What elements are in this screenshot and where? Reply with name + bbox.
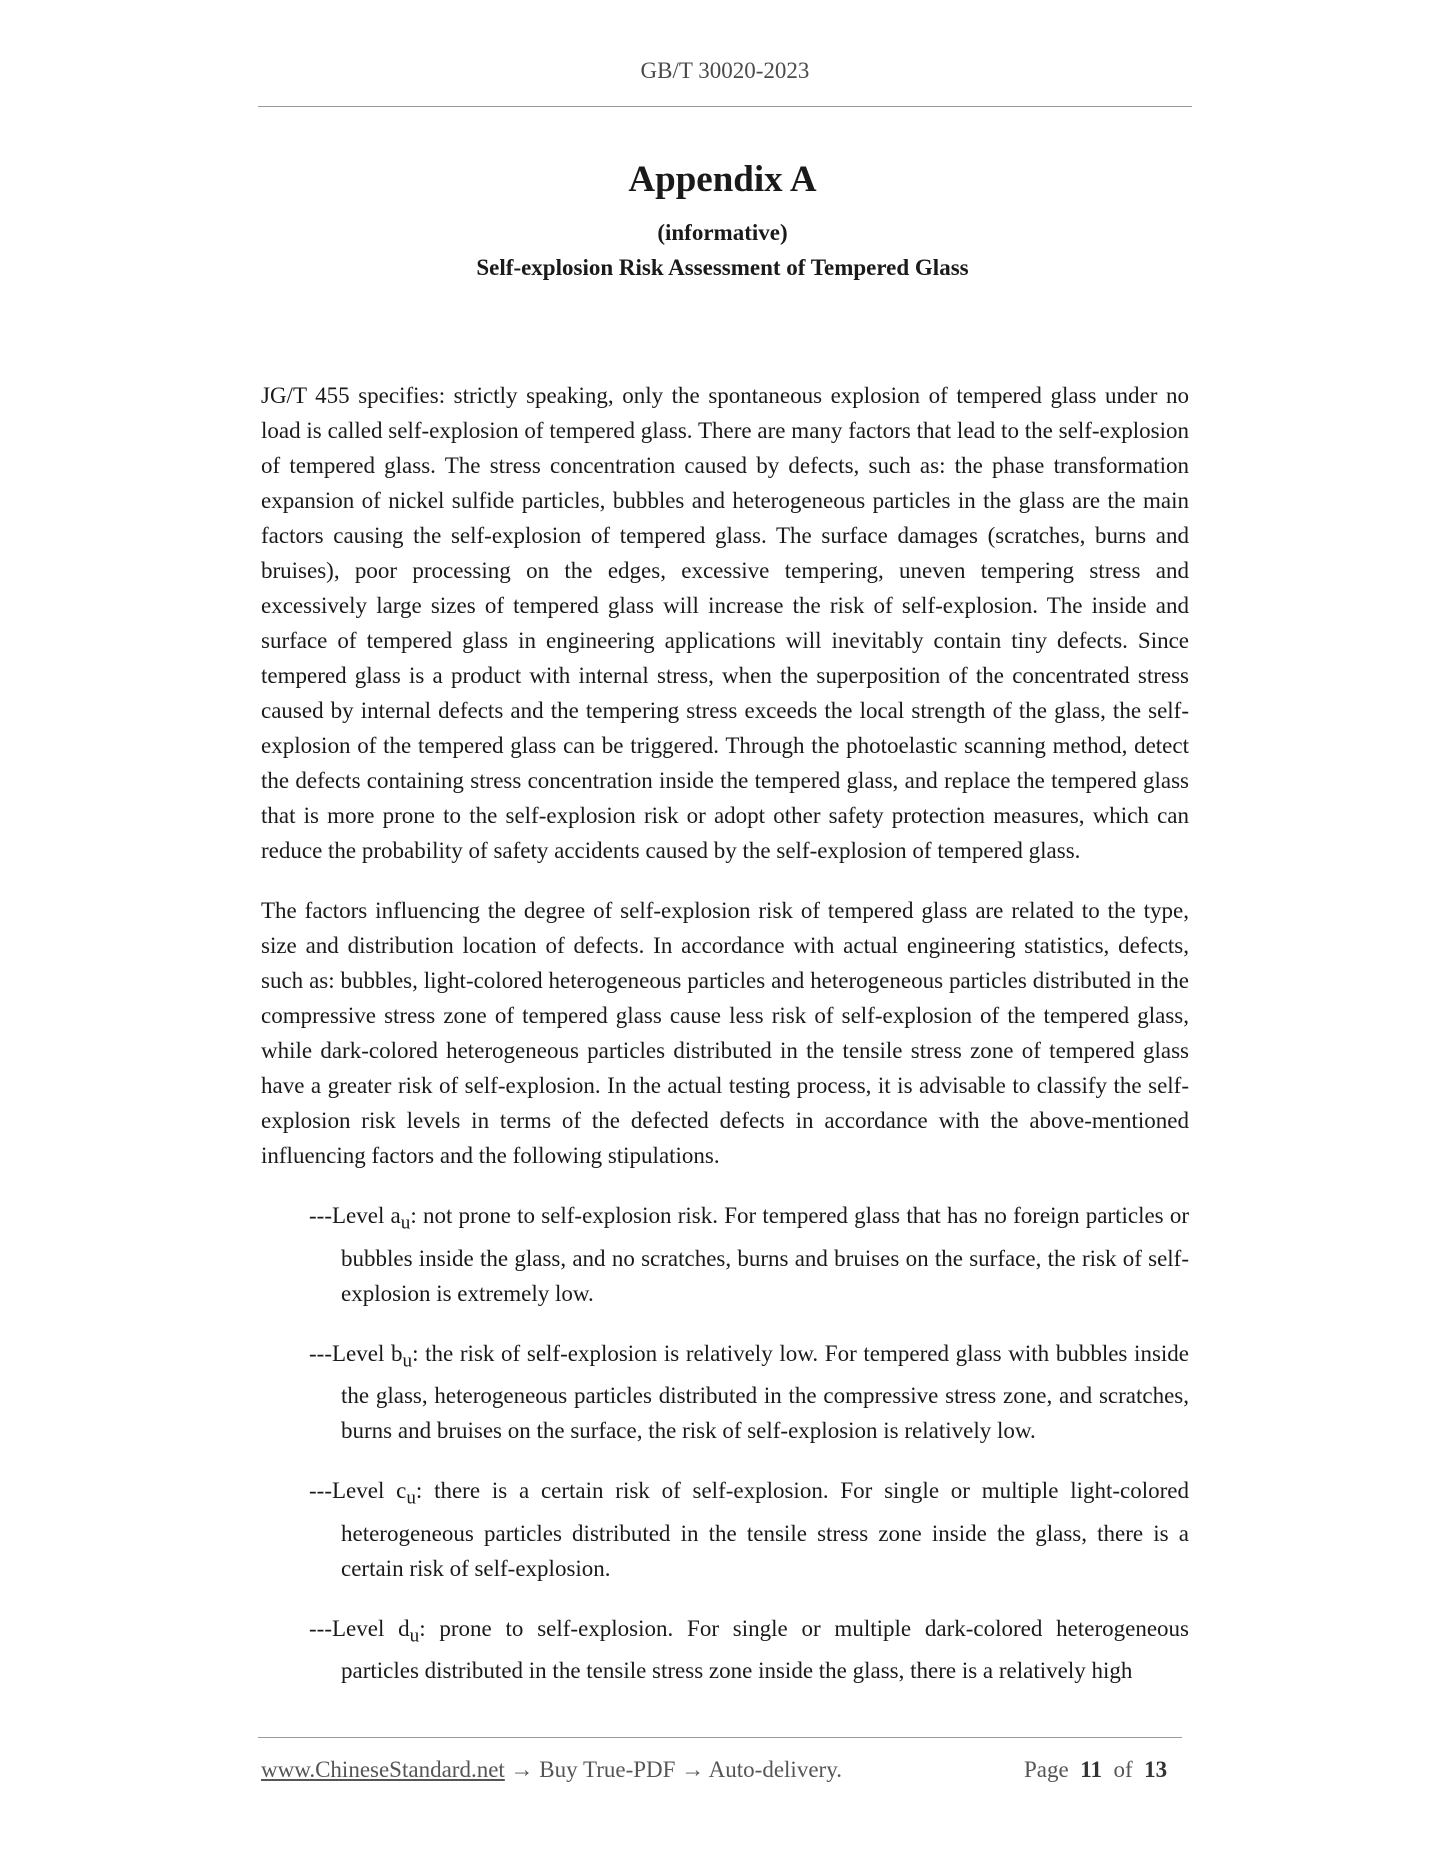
appendix-title: Appendix A (628, 159, 817, 200)
appendix-name: Self-explosion Risk Assessment of Tempered Glass (476, 255, 969, 280)
level-c-text: : there is a certain risk of self-explosion. For single or multiple light-colored heterogeneous particles distributed in the tensile stress zone inside the glass, there is a certain risk of self-explosion. (341, 1478, 1189, 1581)
arrow-right-icon: → (681, 1757, 705, 1782)
level-c-prefix: ---Level c (309, 1478, 407, 1504)
page-indicator (1024, 1757, 1167, 1783)
level-a-prefix: ---Level a (309, 1203, 401, 1228)
header-divider (258, 106, 1192, 107)
site-link[interactable]: www.ChineseStandard.net (261, 1757, 505, 1782)
of-label: of (1113, 1757, 1133, 1782)
level-a-item (261, 1198, 1189, 1311)
document-body (261, 378, 1189, 1713)
paragraph-2: The factors influencing the degree of self-explosion risk of tempered glass are related to the type, size and distribution location of defects. In accordance with actual engineering statistics, defects, such as: bubbles, light-colored heterogeneous particles and heterogeneous particles distributed in the compressive stress zone of tempered glass cause less risk of self-explosion of the tempered glass, while dark-colored heterogeneous particles distributed in the tensile stress zone of tempered glass have a greater risk of self-explosion. In the actual testing process, it is advisable to classify the self-explosion risk levels in terms of the defected defects in accordance with the above-mentioned influencing factors and the following stipulations. (261, 898, 1189, 1168)
level-a-subscript: u (400, 1212, 411, 1234)
arrow-right-icon: → (510, 1757, 534, 1782)
footer-links (261, 1757, 842, 1783)
page-label: Page (1024, 1757, 1069, 1782)
buy-pdf-text: Buy True-PDF (539, 1757, 676, 1782)
paragraph-1: JG/T 455 specifies: strictly speaking, only the spontaneous explosion of tempered glass under no load is called self-explosion of tempered glass. There are many factors that lead to the self-explosion of tempered glass. The stress concentration caused by defects, such as: the phase transformation expansion of nickel sulfide particles, bubbles and heterogeneous particles in the glass are the main factors causing the self-explosion of tempered glass. The surface damages (scratches, burns and bruises), poor processing on the edges, excessive tempering, uneven tempering stress and excessively large sizes of tempered glass will increase the risk of self-explosion. The inside and surface of tempered glass in engineering applications will inevitably contain tiny defects. Since tempered glass is a product with internal stress, when the superposition of the concentrated stress caused by internal defects and the tempering stress exceeds the local strength of the glass, the self-explosion of the tempered glass can be triggered. Through the photoelastic scanning method, detect the defects containing stress concentration inside the tempered glass, and replace the tempered glass that is more prone to the self-explosion risk or adopt other safety protection measures, which can reduce the probability of safety accidents caused by the self-explosion of tempered glass. (261, 383, 1189, 863)
level-c-subscript: u (406, 1487, 416, 1509)
level-d-text: : prone to self-explosion. For single or multiple dark-colored heterogeneous particles distributed in the tensile stress zone inside the glass, there is a relatively high (341, 1615, 1189, 1684)
level-d-subscript: u (409, 1625, 420, 1647)
level-b-text: : the risk of self-explosion is relatively low. For tempered glass with bubbles inside the glass, heterogeneous particles distributed in the compressive stress zone, and scratches, burns and bruises on the surface, the risk of self-explosion is relatively low. (341, 1340, 1189, 1444)
level-d-item (261, 1611, 1189, 1689)
document-id-header: GB/T 30020-2023 (640, 58, 810, 83)
page-total: 13 (1144, 1757, 1168, 1782)
level-b-item (261, 1336, 1189, 1449)
level-a-text: : not prone to self-explosion risk. For tempered glass that has no foreign particles or bubbles inside the glass, and no scratches, burns and bruises on the surface, the risk of self-explosion is extremely low. (341, 1203, 1190, 1306)
level-b-prefix: ---Level b (309, 1340, 403, 1366)
level-b-subscript: u (402, 1350, 413, 1372)
level-d-prefix: ---Level d (309, 1615, 410, 1641)
appendix-status: (informative) (657, 220, 788, 245)
page-number: 11 (1080, 1757, 1102, 1782)
footer-divider (258, 1737, 1182, 1738)
auto-delivery-text: Auto-delivery. (708, 1757, 842, 1782)
level-c-item (261, 1473, 1189, 1586)
